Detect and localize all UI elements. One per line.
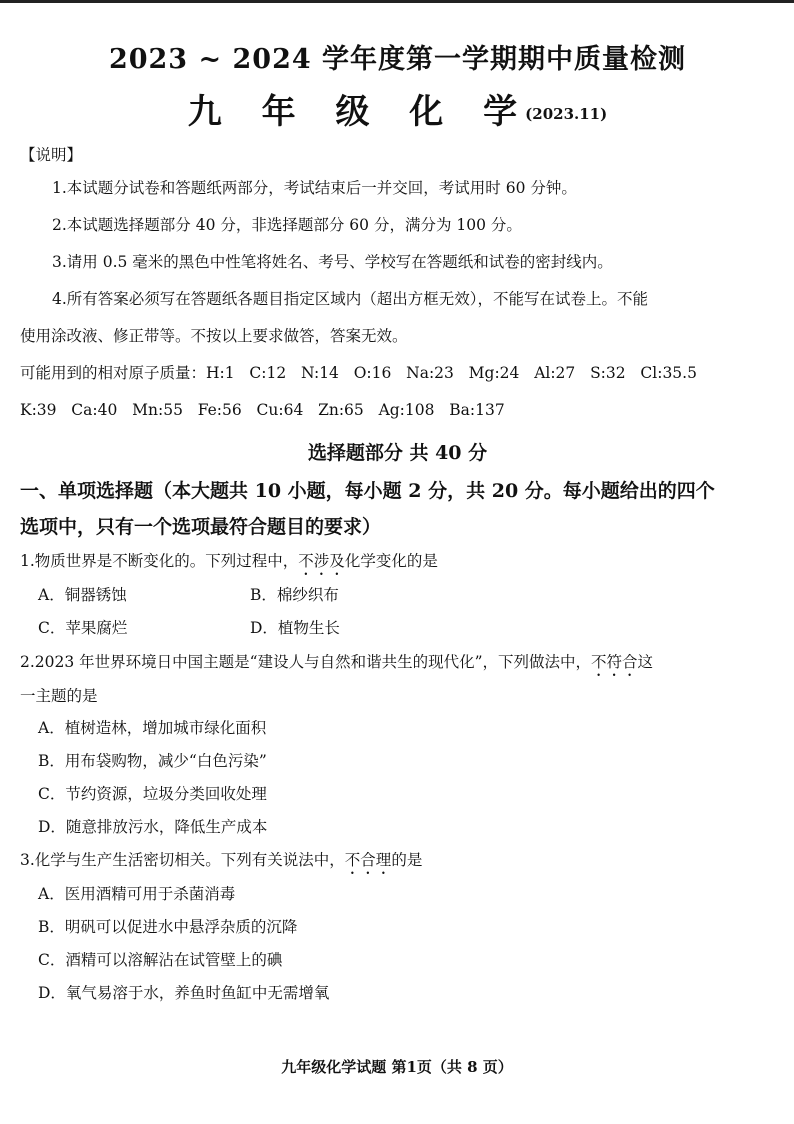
stem-text: 这 [637, 653, 654, 671]
question-stem [20, 844, 775, 878]
option-row [20, 612, 775, 645]
stem-emphasis: 不符合 [591, 653, 638, 671]
question-stem [20, 545, 775, 579]
question-stem [20, 645, 775, 680]
stem-emphasis: 不合理 [344, 851, 392, 869]
stem-text: 2.2023 年世界环境日中国主题是“建设人与自然和谐共生的现代化”，下列做法中， [20, 653, 592, 671]
section-instruction: 一、单项选择题（本大题共 10 小题，每小题 2 分，共 20 分。每小题给出的四个 [20, 480, 715, 502]
stem-text: 的是 [391, 851, 423, 869]
atomic-mass-line-2: K:39 Ca:40 Mn:55 Fe:56 Cu:64 Zn:65 Ag:108 Ba:137 [20, 401, 505, 419]
note-item: 2.本试题选择题部分 40 分，非选择题部分 60 分，满分为 100 分。 [52, 216, 522, 234]
subject-title [20, 86, 775, 138]
subject-name: 九 年 级 化 学 [187, 92, 532, 132]
question-3 [20, 844, 775, 1010]
note-item: 1.本试题分试卷和答题纸两部分，考试结束后一并交回，考试用时 60 分钟。 [52, 179, 577, 197]
question-stem-continued: 一主题的是 [20, 687, 98, 705]
top-border [0, 0, 794, 3]
option-a: A．铜器锈蚀 [38, 586, 127, 604]
option-a: A．植树造林，增加城市绿化面积 [38, 719, 267, 737]
option-a: A．医用酒精可用于杀菌消毒 [38, 885, 236, 903]
section-title: 选择题部分 共 40 分 [307, 442, 488, 464]
note-item-continued: 使用涂改液、修正带等。不按以上要求做答，答案无效。 [20, 327, 408, 345]
stem-text: 1.物质世界是不断变化的。下列过程中， [20, 552, 299, 570]
exam-date: (2023.11) [525, 105, 608, 123]
option-b: B．明矾可以促进水中悬浮杂质的沉降 [38, 918, 298, 936]
notes-block [20, 140, 775, 429]
atomic-mass-line-1: 可能用到的相对原子质量：H:1 C:12 N:14 O:16 Na:23 Mg:24 Al:27 S:32 Cl:35.5 [20, 364, 697, 382]
note-item: 4.所有答案必须写在答题纸各题目指定区域内（超出方框无效），不能写在试卷上。不能 [52, 290, 649, 308]
exam-title: 2023 ~ 2024 学年度第一学期期中质量检测 [108, 44, 687, 75]
section-instruction-continued: 选项中，只有一个选项最符合题目的要求） [20, 516, 382, 538]
option-c: C．酒精可以溶解沾在试管壁上的碘 [38, 951, 283, 969]
stem-emphasis: 不涉及 [298, 552, 345, 570]
option-c: C．节约资源，垃圾分类回收处理 [38, 785, 267, 803]
stem-text: 化学变化的是 [344, 552, 438, 570]
option-b: B．用布袋购物，减少“白色污染” [38, 752, 267, 770]
exam-page [20, 40, 775, 1010]
question-1 [20, 545, 775, 645]
option-d: D．氧气易溶于水，养鱼时鱼缸中无需增氧 [38, 984, 330, 1002]
notes-label: 【说明】 [20, 146, 83, 164]
stem-text: 3.化学与生产生活密切相关。下列有关说法中， [20, 851, 345, 869]
question-2 [20, 645, 775, 844]
option-b: B．棉纱织布 [250, 586, 339, 604]
option-d: D．随意排放污水，降低生产成本 [38, 818, 268, 836]
option-row [20, 579, 775, 612]
option-c: C．苹果腐烂 [38, 619, 128, 637]
note-item: 3.请用 0.5 毫米的黑色中性笔将姓名、考号、学校写在答题纸和试卷的密封线内。 [52, 253, 613, 271]
page-footer: 九年级化学试题 第1页（共 8 页） [281, 1058, 513, 1076]
option-d: D．植物生长 [250, 619, 340, 637]
